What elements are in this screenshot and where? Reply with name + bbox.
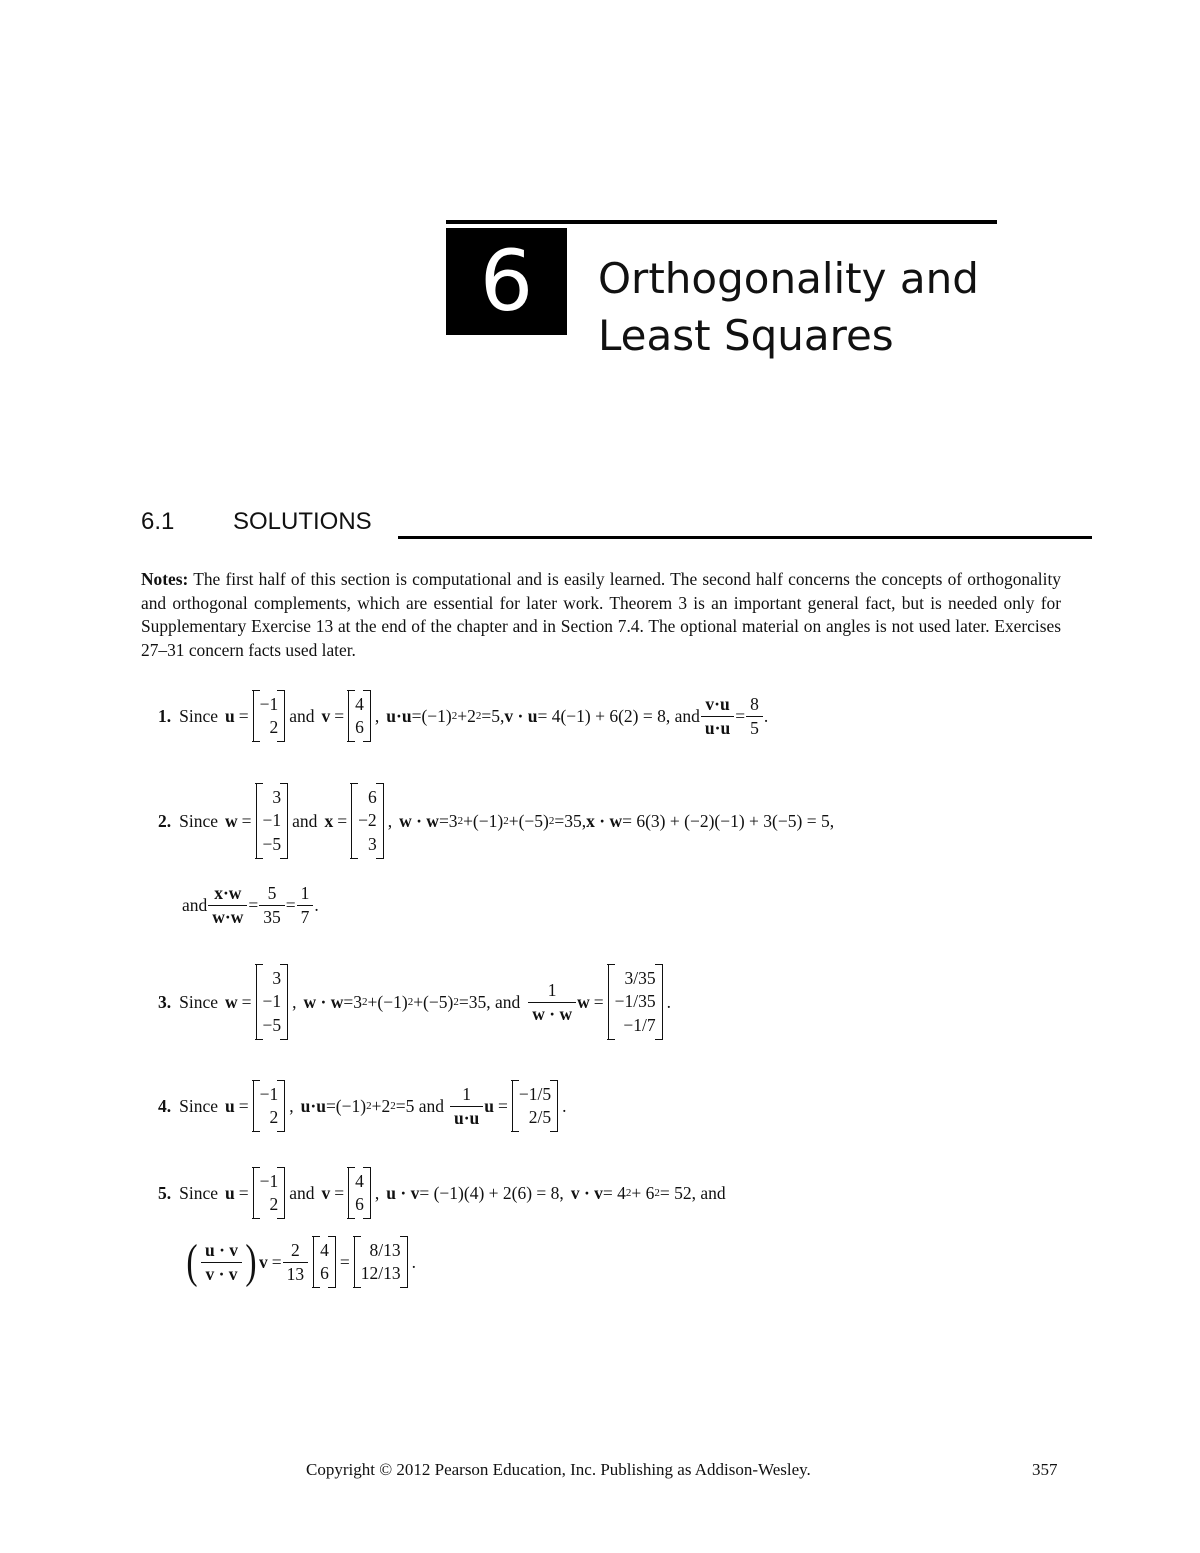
vector-name: v [321,705,331,726]
vector-name: x [324,810,334,831]
exponent: 2 [366,1100,372,1112]
matrix-cell: −5 [262,1014,282,1035]
chapter-title-line1: Orthogonality and [598,254,979,303]
numerator: 1 [297,883,314,906]
matrix-cell: −1 [259,693,279,714]
fraction [703,694,732,739]
notes-label: Notes: [141,569,189,589]
exercise-2-cont: and $\frac{x\cdot w}{w\cdot w}$ = $\frac{5}{35}$ = $\frac{1}{7}$ . [182,882,319,927]
numerator: 1 [450,1084,483,1107]
chapter-title [598,250,1018,364]
exercise-3: 3. Since w = 3 −1 −5 , w · w =3 2 +(−1) 2 +(−5) 2 =35, and $\frac{1}{w \cdot w}$ w = 3/35 −1/35 −1/7 . [158,956,671,1048]
matrix-v [313,1236,336,1289]
dot-product: w · w [303,991,344,1012]
page-number: 357 [1032,1460,1058,1479]
expression: =5, [481,705,505,726]
exponent: 2 [407,996,414,1008]
exponent: 2 [654,1187,660,1199]
matrix-cell: −1/35 [614,991,656,1012]
matrix-cell: 2/5 [528,1107,552,1127]
matrix-cell: 3 [367,833,377,854]
numerator: x·w [208,883,247,906]
exponent: 2 [362,996,368,1008]
dot-product: u·u [386,705,412,726]
expression: = 6(3) + (−2)(−1) + 3(−5) = 5, [622,810,835,831]
matrix-cell: −1 [259,1170,279,1191]
exercise-1: 1. Since u = −1 2 and v = 4 6 , u·u =(−1) 2 +2 2 =5, v · u = 4(−1) + 6(2) = 8, and $\frac{v\cdot u}{u\cdot u}$ = $\frac{8}{5}$ . [158,686,768,746]
denominator: u·u [704,717,731,738]
denominator: 7 [300,906,310,927]
matrix-cell: 2 [269,1194,279,1214]
expression: +(−5) [413,991,454,1012]
exponent: 2 [475,710,482,722]
matrix-v [348,690,371,743]
chapter-number: 6 [446,228,567,335]
exponent: 2 [451,710,458,722]
fraction [530,980,574,1025]
expression: =35, and [458,991,521,1012]
matrix-cell: −1 [259,1083,279,1104]
numerator: 8 [746,694,763,717]
dot-product: u·u [300,1095,326,1116]
period: . [411,1251,417,1272]
fraction [210,883,245,928]
matrix-cell: 2 [269,717,279,737]
since-label: Since [179,991,219,1012]
matrix-u [253,1080,286,1133]
matrix-cell: −5 [262,833,282,854]
expression: +2 [371,1095,391,1116]
denominator: u·u [453,1107,480,1128]
fraction [203,1240,240,1285]
matrix-w [256,964,289,1040]
fraction [452,1084,481,1129]
period: . [666,991,671,1012]
notes-text: The first half of this section is computational and is easily learned. The second half concerns the concepts of orthogonality and orthogonal complements, which are essential for later work. Theorem 3 is an important general fact, but is needed only for Supplementary Exercise 13 at the end of the chapter and in Section 7.4. The optional material on angles is not used later. Exercises 27–31 concern facts used later. [141,569,1061,660]
section-number: 6.1 [141,508,175,535]
period: . [763,705,769,726]
matrix-cell: −1/7 [623,1014,656,1035]
dot-product: v · u [504,705,538,726]
vector-name: v [321,1182,331,1203]
vector-name: u [225,1095,235,1116]
expression: =35, [554,810,587,831]
exponent: 2 [390,1100,396,1112]
equals: = [334,705,345,726]
copyright-footer: Copyright © 2012 Pearson Education, Inc. Publishing as Addison-Wesley. [306,1460,811,1479]
expression: =5 and [395,1095,444,1116]
right-paren: ) [245,1235,257,1288]
matrix-w [256,783,289,859]
denominator: w · w [532,1003,573,1024]
expression: +(−1) [463,810,504,831]
since-label: Since [179,810,219,831]
expression: =(−1) [325,1095,367,1116]
matrix-cell: −1 [262,810,282,831]
matrix-result [512,1080,558,1133]
vector-name: u [484,1095,495,1116]
matrix-cell: 6 [320,1263,329,1283]
equals: = [735,705,746,726]
exercise-5-cont: ( $\frac{u \cdot v}{v \cdot v}$ ) v = $\frac{2}{13}$ 4 6 = 8/13 12/13 . [186,1235,417,1288]
matrix-cell: 12/13 [360,1263,401,1283]
fraction [299,883,312,928]
numerator: 1 [528,980,576,1003]
vector-name: u [225,1182,235,1203]
and-label: and [182,894,208,915]
expression: +(−5) [508,810,549,831]
equals: = [238,705,249,726]
numerator: 2 [283,1240,309,1263]
exercise-number: 5. [158,1182,172,1203]
matrix-cell: 3 [272,968,282,989]
matrix-cell: −1 [262,991,282,1012]
expression: +2 [457,705,476,726]
and-label: and [289,1182,315,1203]
expression: = 4 [602,1182,626,1203]
dot-product: v · v [570,1182,603,1203]
vector-name: v [259,1251,268,1272]
vector-name: w [225,991,238,1012]
section-name: SOLUTIONS [233,508,372,535]
fraction [748,694,761,739]
vector-name: w [225,810,238,831]
matrix-cell: 4 [320,1239,329,1260]
matrix-cell: 6 [367,787,377,808]
exercise-5: 5. Since u = −1 2 and v = 4 6 , u · v = (−1)(4) + 2(6) = 8, v · v = 4 2 + 6 2 = 52, and [158,1163,726,1223]
dot-product: x · w [586,810,623,831]
numerator: u · v [201,1240,242,1263]
vector-name: u [225,705,235,726]
left-paren: ( [186,1235,198,1288]
exponent: 2 [503,815,509,827]
matrix-cell: −1/5 [518,1083,552,1104]
since-label: Since [179,1182,219,1203]
exponent: 2 [625,1187,632,1199]
matrix-cell: 8/13 [369,1239,401,1260]
section-rule [398,536,1092,539]
and-label: and [292,810,318,831]
period: . [562,1095,567,1116]
exponent: 2 [548,815,555,827]
dot-product: w · w [399,810,439,831]
matrix-cell: −2 [358,810,377,831]
matrix-v [348,1167,371,1220]
expression: =3 [438,810,458,831]
fraction [261,883,283,928]
vector-name: w [577,991,590,1012]
matrix-cell: 3/35 [624,968,656,989]
since-label: Since [179,705,219,726]
matrix-cell: 2 [269,1107,279,1127]
expression: =(−1) [411,705,452,726]
matrix-u [253,1167,286,1220]
fraction [285,1240,307,1285]
matrix-cell: 6 [355,717,364,737]
denominator: w·w [212,906,244,927]
chapter-rule [446,220,997,224]
exercise-number: 2. [158,810,172,831]
expression: =3 [343,991,363,1012]
expression: +(−1) [367,991,408,1012]
numerator: 5 [259,883,285,906]
chapter-title-line2: Least Squares [598,311,894,360]
expression: + 6 [631,1182,655,1203]
numerator: v·u [701,694,734,717]
exponent: 2 [457,815,464,827]
exercise-4: 4. Since u = −1 2 , u·u =(−1) 2 +2 2 =5 and $\frac{1}{u\cdot u}$ u = −1/5 2/5 . [158,1076,567,1136]
notes-paragraph [141,568,1061,662]
matrix-cell: 4 [355,693,364,714]
matrix-result [608,964,663,1040]
dot-product: u · v [386,1182,420,1203]
exponent: 2 [453,996,459,1008]
matrix-cell: 6 [355,1194,364,1214]
and-label: and [289,705,315,726]
matrix-cell: 3 [272,787,282,808]
denominator: 5 [750,717,759,738]
exercise-number: 4. [158,1095,172,1116]
denominator: 13 [286,1263,305,1284]
expression: = 52, and [659,1182,726,1203]
matrix-u [253,690,286,743]
matrix-cell: 4 [355,1170,364,1191]
exercise-number: 1. [158,705,172,726]
denominator: 35 [263,906,281,927]
matrix-x [351,783,384,859]
expression: = 4(−1) + 6(2) = 8, and [537,705,700,726]
period: . [314,894,319,915]
exercise-number: 3. [158,991,172,1012]
expression: = (−1)(4) + 2(6) = 8, [419,1182,564,1203]
denominator: v · v [205,1263,238,1284]
exercise-2: 2. Since w = 3 −1 −5 and x = 6 −2 3 , w · w =3 2 +(−1) 2 +(−5) 2 =35, x · w = 6(3) + (−2)(−1) + 3(−5) = 5, [158,775,834,867]
since-label: Since [179,1095,219,1116]
matrix-result [354,1236,408,1289]
